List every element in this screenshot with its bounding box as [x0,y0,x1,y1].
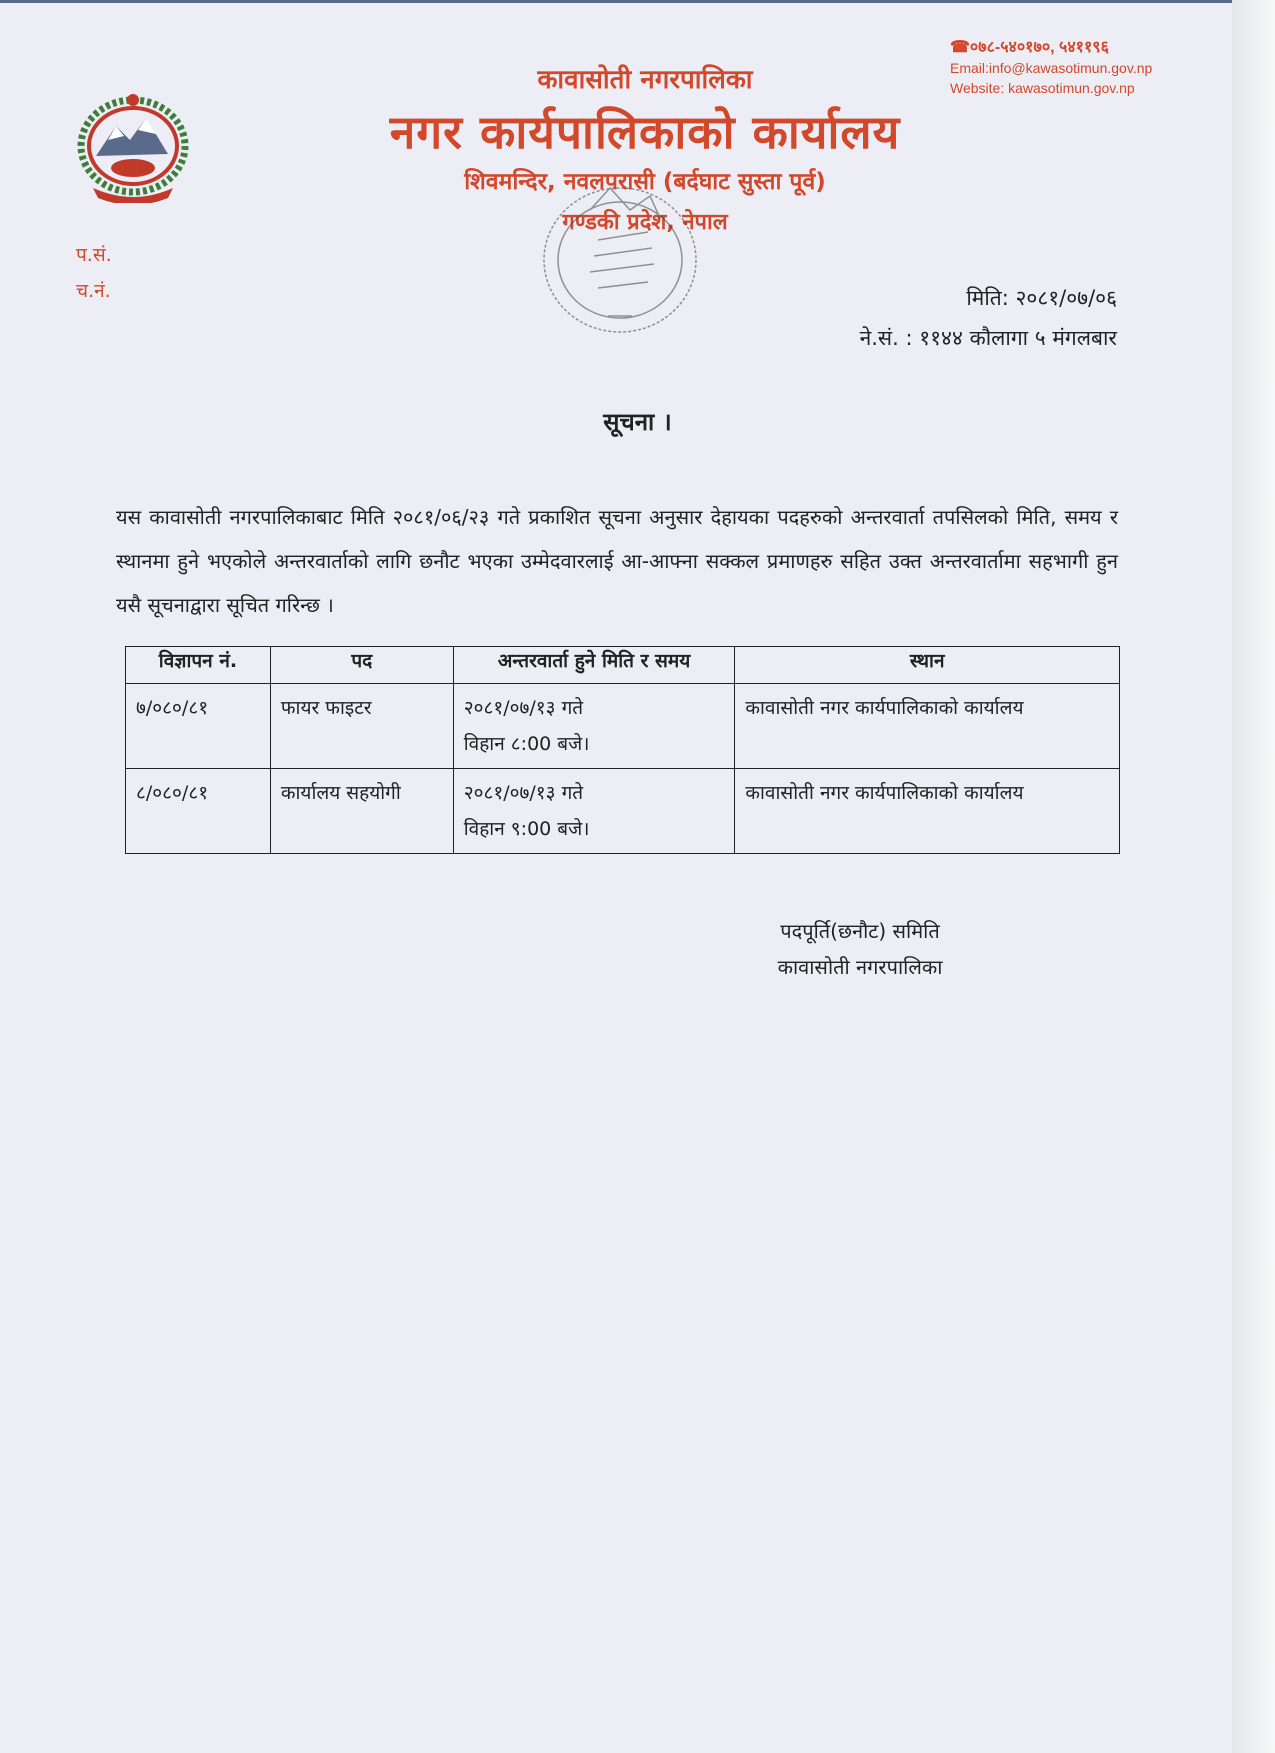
office-seal-stamp-icon [528,170,708,345]
cell-time: विहान ८:00 बजे। [463,733,590,755]
office-title: नगर कार्यपालिकाको कार्यालय [389,105,901,159]
col-header-place: स्थान [735,647,1120,684]
date-block [760,278,1117,358]
cell-post: फायर फाइटर [270,684,453,769]
cell-place: कावासोती नगर कार्यपालिकाको कार्यालय [735,684,1120,769]
table-header-row [126,647,1120,684]
cell-ad-no: ७/०८०/८१ [126,684,271,769]
table-row [126,684,1120,769]
top-border [0,0,1232,3]
pa-sa-label: प.सं. [76,244,112,266]
province: गण्डकी प्रदेश, नेपाल [562,210,728,235]
cell-time: विहान ९:00 बजे। [463,818,590,840]
col-header-datetime: अन्तरवार्ता हुने मिति र समय [453,647,735,684]
date-nepal-samvat: ने.सं. : ११४४ कौलागा ५ मंगलबार [859,326,1117,350]
interview-table [125,646,1120,854]
signature-block [720,913,1000,985]
notice-body: यस कावासोती नगरपालिकाबाट मिति २०८१/०६/२३ गते प्रकाशित सूचना अनुसार देहायका पदहरुको अन्तरवार्ता तपसिलको मिति, समय र स्थानमा हुने भएकोले अन्तरवार्ताको लागि छनौट भएका उम्मेदवारलाई आ-आफ्ना सक्कल प्रमाणहरु सहित उक्त अन्तरवार्तामा सहभागी हुन यसै सूचनाद्वारा सूचित गरिन्छ । [116,505,1118,617]
cha-na-label: च.नं. [76,280,111,302]
scan-edge [1232,0,1275,1753]
cell-date: २०८१/०७/१३ गते [463,697,584,719]
email: Email:info@kawasotimun.gov.np [950,60,1153,76]
col-header-ad-no: विज्ञापन नं. [126,647,271,684]
website: Website: kawasotimun.gov.np [950,80,1135,96]
phone-number: ☎०७८-५४०१७०, ५४११९६ [950,39,1109,56]
cell-date: २०८१/०७/१३ गते [463,782,584,804]
signature-municipality: कावासोती नगरपालिका [777,955,943,979]
cell-datetime [453,769,735,854]
col-header-post: पद [270,647,453,684]
cell-ad-no: ८/०८०/८१ [126,769,271,854]
office-address: शिवमन्दिर, नवलपरासी (बर्दघाट सुस्ता पूर्व) [464,169,826,195]
date-miti: मिति: २०८१/०७/०६ [966,286,1117,310]
committee-name: पदपूर्ति(छनौट) समिति [780,919,940,943]
table-row [126,769,1120,854]
cell-place: कावासोती नगर कार्यपालिकाको कार्यालय [735,769,1120,854]
cell-datetime [453,684,735,769]
notice-title: सूचना । [603,408,672,436]
cell-post: कार्यालय सहयोगी [270,769,453,854]
reference-block [76,237,112,309]
municipality-name: कावासोती नगरपालिका [537,65,753,95]
